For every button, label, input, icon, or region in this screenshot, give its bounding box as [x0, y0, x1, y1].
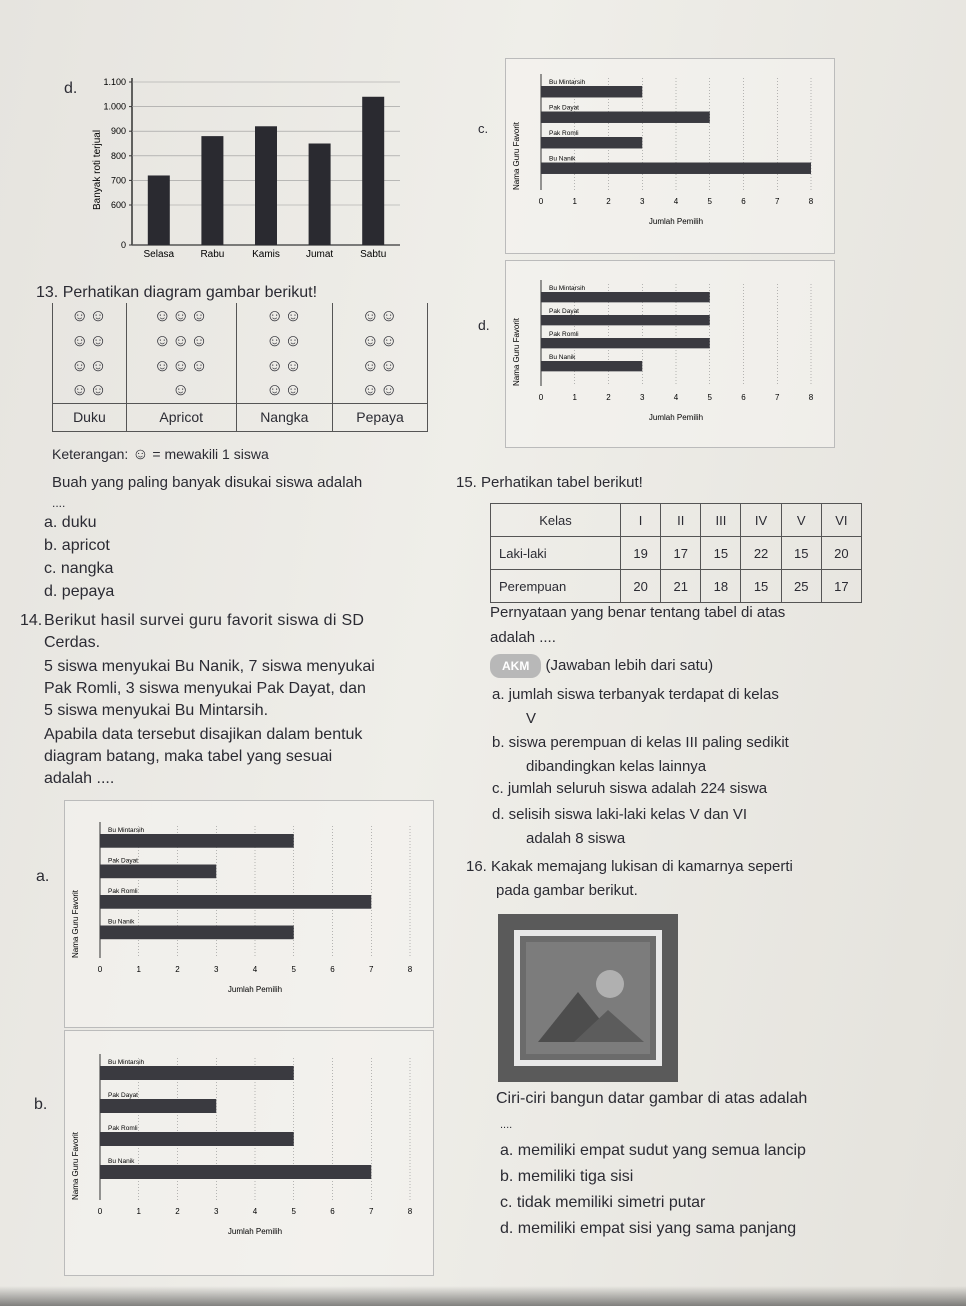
- pictogram-cell: ☺☺: [53, 328, 127, 353]
- bar-bu-mintarsih: [100, 834, 294, 848]
- y-axis-label: Nama Guru Favorit: [71, 1131, 80, 1200]
- x-tick-label: 3: [640, 393, 645, 402]
- q16-option-c[interactable]: c. tidak memiliki simetri putar: [500, 1194, 706, 1211]
- table-cell: 15: [701, 537, 741, 570]
- q16-question: Ciri-ciri bangun datar gambar di atas adalah: [496, 1090, 808, 1107]
- q14-line: 5 siswa menyukai Bu Mintarsih.: [44, 702, 269, 719]
- q15-option-a[interactable]: a. jumlah siswa terbanyak terdapat di kelas: [492, 686, 779, 703]
- bar-pak-dayat: [100, 1099, 216, 1113]
- x-tick-label: 4: [252, 1207, 258, 1216]
- teacher-name-label: Pak Romli: [108, 1125, 138, 1132]
- table-cell: 22: [741, 537, 781, 570]
- y-tick-label: 700: [110, 175, 126, 186]
- x-axis-label: Jumlah Pemilih: [227, 1227, 283, 1236]
- q15-option-c[interactable]: c. jumlah seluruh siswa adalah 224 siswa: [492, 780, 768, 797]
- bar-pak-dayat: [541, 112, 710, 123]
- table-cell: 20: [621, 570, 661, 603]
- fruit-pictogram-table: [52, 303, 428, 432]
- teacher-name-label: Pak Dayat: [108, 1092, 138, 1099]
- q14-text: [44, 610, 375, 790]
- teacher-name-label: Pak Dayat: [108, 857, 138, 865]
- q15-option-b-cont: dibandingkan kelas lainnya: [526, 758, 707, 775]
- table-cell: 19: [621, 537, 661, 570]
- teacher-chart-c: [505, 60, 835, 250]
- x-tick-label: 5: [291, 1207, 296, 1216]
- q13-option-b[interactable]: b. apricot: [44, 537, 110, 554]
- table-cell: 21: [661, 570, 701, 603]
- table-header: II: [661, 504, 701, 537]
- bar-pak-dayat: [100, 865, 216, 879]
- bar-sabtu: [362, 97, 384, 245]
- table-cell: 15: [781, 537, 821, 570]
- q14-line: Pak Romli, 3 siswa menyukai Pak Dayat, dan: [44, 680, 366, 697]
- legend-text: = mewakili 1 siswa: [152, 446, 269, 462]
- chart-option-d-label: d.: [478, 317, 490, 333]
- pictogram-cell: ☺☺☺: [126, 328, 236, 353]
- q16-prompt: [466, 856, 793, 878]
- row-label-perempuan: Perempuan: [491, 570, 621, 603]
- akm-note: (Jawaban lebih dari satu): [545, 657, 714, 674]
- fruit-name-duku: Duku: [53, 403, 127, 431]
- x-tick-label: 6: [330, 965, 335, 974]
- pictogram-cell: ☺☺: [236, 378, 332, 403]
- x-tick-label: 8: [808, 393, 814, 402]
- y-axis-label: Nama Guru Favorit: [512, 317, 521, 386]
- category-label: Sabtu: [360, 249, 387, 260]
- bar-bu-mintarsih: [541, 86, 642, 97]
- pictogram-cell: ☺☺: [333, 378, 428, 403]
- x-tick-label: 5: [707, 197, 712, 206]
- x-tick-label: 4: [252, 965, 258, 974]
- y-tick-label: 800: [110, 150, 126, 161]
- q15-akm-line: [490, 654, 713, 678]
- x-tick-label: 7: [369, 1207, 374, 1216]
- teacher-name-label: Bu Nanik: [108, 1158, 135, 1165]
- table-cell: 17: [821, 570, 861, 603]
- table-cell: 20: [821, 537, 861, 570]
- chart-option-a-label: a.: [36, 868, 50, 885]
- category-label: Rabu: [200, 249, 225, 260]
- table-header: VI: [821, 504, 861, 537]
- x-tick-label: 3: [214, 1207, 219, 1216]
- x-tick-label: 1: [572, 197, 577, 206]
- teacher-name-label: Bu Mintarsih: [108, 1059, 145, 1066]
- smiley-icon: ☺: [132, 446, 149, 463]
- table-header: V: [781, 504, 821, 537]
- x-tick-label: 2: [606, 393, 611, 402]
- q16-prompt-cont: pada gambar berikut.: [496, 882, 638, 899]
- pictogram-legend: [52, 446, 269, 464]
- q14-line: Cerdas.: [44, 634, 101, 651]
- q13-prompt: Perhatikan diagram gambar berikut!: [62, 284, 318, 301]
- x-axis-label: Jumlah Pemilih: [648, 217, 704, 226]
- q14-line: Apabila data tersebut disajikan dalam bentuk: [44, 726, 363, 743]
- framed-painting-image: [498, 914, 678, 1082]
- q15-number: 15.: [456, 474, 477, 491]
- teacher-name-label: Pak Dayat: [549, 104, 579, 112]
- pictogram-cell: ☺☺: [236, 353, 332, 378]
- table-cell: 18: [701, 570, 741, 603]
- q16-ellipsis: ....: [500, 1119, 513, 1131]
- q15-option-a-cont: V: [526, 710, 537, 727]
- q13-option-c[interactable]: c. nangka: [44, 560, 114, 577]
- x-tick-label: 7: [775, 197, 780, 206]
- x-tick-label: 8: [407, 965, 413, 974]
- pictogram-cell-duku: ☺☺: [53, 303, 127, 328]
- q15-statement: Pernyataan yang benar tentang tabel di atas: [490, 604, 786, 621]
- bar-jumat: [309, 144, 331, 246]
- pictogram-cell: ☺☺: [333, 353, 428, 378]
- q16-option-b[interactable]: b. memiliki tiga sisi: [500, 1168, 634, 1185]
- y-tick-label: 0: [120, 240, 126, 250]
- x-tick-label: 5: [291, 965, 296, 974]
- akm-badge: AKM: [490, 654, 541, 678]
- bar-bu-mintarsih: [100, 1066, 294, 1080]
- chart-option-c-label: c.: [478, 121, 489, 136]
- q14-line: diagram batang, maka tabel yang sesuai: [44, 748, 333, 765]
- fruit-name-apricot: Apricot: [126, 403, 236, 431]
- bar-pak-romli: [100, 895, 371, 909]
- table-header-kelas: Kelas: [491, 504, 621, 537]
- pictogram-cell: ☺: [126, 378, 236, 403]
- x-tick-label: 0: [97, 965, 103, 974]
- x-tick-label: 4: [673, 393, 679, 402]
- bar-pak-romli: [100, 1132, 294, 1146]
- category-label: Jumat: [305, 249, 334, 260]
- chart-option-b-label: b.: [34, 1096, 48, 1113]
- teacher-name-label: Pak Romli: [108, 888, 138, 895]
- y-axis-label: Nama Guru Favorit: [71, 889, 80, 958]
- x-tick-label: 2: [175, 1207, 180, 1216]
- pictogram-cell: ☺☺: [333, 328, 428, 353]
- y-tick-label: 600: [110, 200, 126, 210]
- x-tick-label: 8: [407, 1207, 413, 1216]
- teacher-name-label: Pak Romli: [549, 130, 579, 137]
- table-header: I: [621, 504, 661, 537]
- q14-line: Berikut hasil survei guru favorit siswa di SD: [44, 612, 365, 629]
- teacher-name-label: Bu Mintarsih: [108, 827, 145, 834]
- x-tick-label: 0: [97, 1207, 103, 1216]
- bar-pak-romli: [541, 137, 642, 148]
- legend-label: Keterangan:: [52, 446, 129, 462]
- x-axis-label: Jumlah Pemilih: [227, 985, 283, 994]
- table-header: III: [701, 504, 741, 537]
- pictogram-cell: ☺☺☺: [126, 353, 236, 378]
- bar-bu-nanik: [100, 1165, 371, 1179]
- pictogram-cell: ☺☺: [236, 328, 332, 353]
- bar-kamis: [255, 126, 277, 245]
- x-tick-label: 6: [330, 1207, 335, 1216]
- bar-bu-mintarsih: [541, 292, 710, 302]
- teacher-name-label: Bu Nanik: [549, 354, 576, 361]
- x-tick-label: 5: [707, 393, 712, 402]
- pictogram-cell: ☺☺: [53, 378, 127, 403]
- table-header: IV: [741, 504, 781, 537]
- q15-option-d[interactable]: d. selisih siswa laki-laki kelas V dan VI: [492, 806, 748, 823]
- teacher-name-label: Bu Nanik: [549, 155, 576, 163]
- x-tick-label: 2: [606, 197, 611, 206]
- q15-prompt: Perhatikan tabel berikut!: [481, 474, 643, 491]
- category-label: Kamis: [252, 249, 280, 260]
- bar-bu-nanik: [541, 163, 811, 174]
- page-bottom-edge: [0, 1286, 966, 1306]
- q13-question: Buah yang paling banyak disukai siswa adalah: [52, 474, 363, 491]
- x-tick-label: 7: [369, 965, 374, 974]
- class-student-table: [490, 503, 862, 603]
- q16-option-a[interactable]: a. memiliki empat sudut yang semua lancip: [500, 1142, 806, 1159]
- bar-selasa: [148, 175, 170, 245]
- table-cell: 15: [741, 570, 781, 603]
- teacher-name-label: Pak Romli: [549, 331, 579, 338]
- q14-line: adalah ....: [44, 770, 115, 787]
- q13-number: 13.: [36, 284, 59, 301]
- row-label-laki-laki: Laki-laki: [491, 537, 621, 570]
- x-tick-label: 1: [136, 1207, 141, 1216]
- teacher-name-label: Pak Dayat: [549, 308, 579, 315]
- q12-option-label: d.: [64, 80, 78, 97]
- bar-rabu: [201, 136, 223, 245]
- x-tick-label: 2: [175, 965, 180, 974]
- fruit-name-pepaya: Pepaya: [333, 403, 428, 431]
- q16-prompt-text: Kakak memajang lukisan di kamarnya seperti: [491, 858, 793, 875]
- q16-number: 16.: [466, 858, 487, 875]
- x-tick-label: 8: [808, 197, 814, 206]
- teacher-chart-b: [64, 1040, 434, 1260]
- bread-sales-chart: [80, 70, 410, 270]
- q15-statement-cont: adalah ....: [490, 629, 556, 646]
- q15-option-d-cont: adalah 8 siswa: [526, 830, 626, 847]
- x-tick-label: 1: [136, 965, 141, 974]
- pictogram-cell-apricot: ☺☺☺: [126, 303, 236, 328]
- x-tick-label: 0: [538, 197, 544, 206]
- bar-bu-nanik: [100, 926, 294, 940]
- q14-number: 14.: [20, 612, 43, 629]
- y-tick-label: 1.000: [103, 101, 126, 112]
- y-tick-label: 1.100: [103, 77, 126, 87]
- y-axis-label: Nama Guru Favorit: [512, 121, 521, 190]
- x-tick-label: 1: [572, 393, 577, 402]
- y-axis-label: Banyak roti terjual: [92, 129, 103, 210]
- teacher-chart-a: [64, 808, 434, 1018]
- q15-title: [456, 472, 643, 494]
- category-label: Selasa: [143, 249, 175, 260]
- bar-bu-nanik: [541, 361, 642, 371]
- y-tick-label: 900: [110, 126, 126, 137]
- table-cell: 25: [781, 570, 821, 603]
- fruit-name-nangka: Nangka: [236, 403, 332, 431]
- table-cell: 17: [661, 537, 701, 570]
- x-tick-label: 3: [214, 965, 219, 974]
- q16-option-d[interactable]: d. memiliki empat sisi yang sama panjang: [500, 1220, 797, 1237]
- x-axis-label: Jumlah Pemilih: [648, 413, 704, 422]
- teacher-name-label: Bu Mintarsih: [549, 285, 586, 292]
- pictogram-cell-nangka: ☺☺: [236, 303, 332, 328]
- x-tick-label: 0: [538, 393, 544, 402]
- x-tick-label: 6: [741, 393, 746, 402]
- bar-pak-romli: [541, 338, 710, 348]
- x-tick-label: 4: [673, 197, 679, 206]
- teacher-name-label: Bu Mintarsih: [549, 79, 586, 86]
- q13-ellipsis: ....: [52, 496, 66, 510]
- q13-title: [36, 282, 317, 304]
- q13-option-a[interactable]: a. duku: [44, 514, 97, 531]
- pictogram-cell: ☺☺: [53, 353, 127, 378]
- q14-line: 5 siswa menyukai Bu Nanik, 7 siswa menyukai: [44, 658, 375, 675]
- x-tick-label: 3: [640, 197, 645, 206]
- bar-pak-dayat: [541, 315, 710, 325]
- q13-option-d[interactable]: d. pepaya: [44, 583, 115, 600]
- pictogram-cell-pepaya: ☺☺: [333, 303, 428, 328]
- x-tick-label: 7: [775, 393, 780, 402]
- teacher-chart-d: [505, 266, 835, 446]
- q15-option-b[interactable]: b. siswa perempuan di kelas III paling sedikit: [492, 734, 789, 751]
- x-tick-label: 6: [741, 197, 746, 206]
- teacher-name-label: Bu Nanik: [108, 918, 135, 926]
